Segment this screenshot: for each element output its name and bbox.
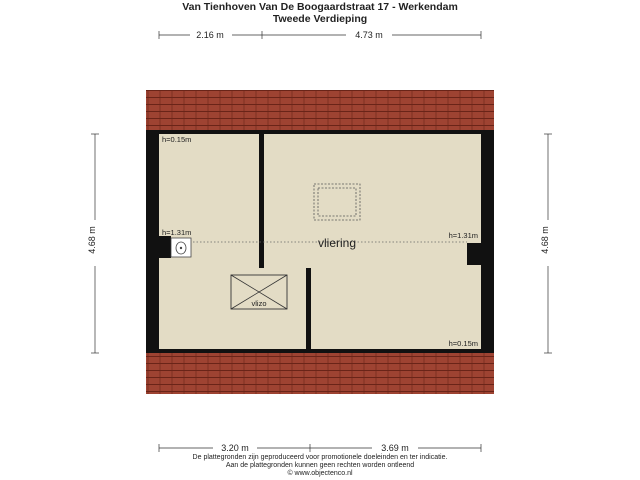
interior-wall-lower (306, 268, 311, 349)
copyright-link[interactable]: © www.objectenco.nl (287, 470, 353, 477)
height-label-mid-right: h=1.31m (448, 231, 478, 240)
room-label-vliering: vliering (317, 236, 357, 250)
dim-bottom-left: 3.20 m (221, 443, 249, 453)
dim-top-right: 4.73 m (355, 30, 383, 40)
dim-left: 4.68 m (87, 226, 97, 254)
hatch-label: vlizo (251, 299, 267, 308)
floor-name: Tweede Verdieping (272, 13, 368, 25)
washbasin-icon (171, 238, 191, 257)
dim-right: 4.68 m (540, 226, 550, 254)
wall-block-left (159, 236, 171, 258)
right-dimension-line (540, 134, 554, 353)
plan-title: Van Tienhoven Van De Boogaardstraat 17 - Werkendam (182, 1, 458, 13)
dim-top-left: 2.16 m (196, 30, 224, 40)
disclaimer-line-2: Aan de plattegronden kunnen geen rechten worden ontleend (225, 462, 415, 469)
height-label-mid-left: h=1.31m (162, 228, 192, 237)
bottom-dimension-line (159, 442, 481, 454)
top-dimension-line (159, 29, 481, 41)
roof-tiles-top (146, 90, 494, 130)
height-label-bottom-right: h=0.15m (448, 339, 478, 348)
wall-block-right (467, 243, 481, 265)
roof-tiles-bottom (146, 353, 494, 394)
dim-bottom-right: 3.69 m (381, 443, 409, 453)
disclaimer-line-1: De plattegronden zijn geproduceerd voor promotionele doeleinden en ter indicatie. (192, 454, 448, 461)
height-label-top-left: h=0.15m (162, 135, 192, 144)
left-dimension-line (87, 134, 101, 353)
interior-wall-upper (259, 134, 264, 268)
